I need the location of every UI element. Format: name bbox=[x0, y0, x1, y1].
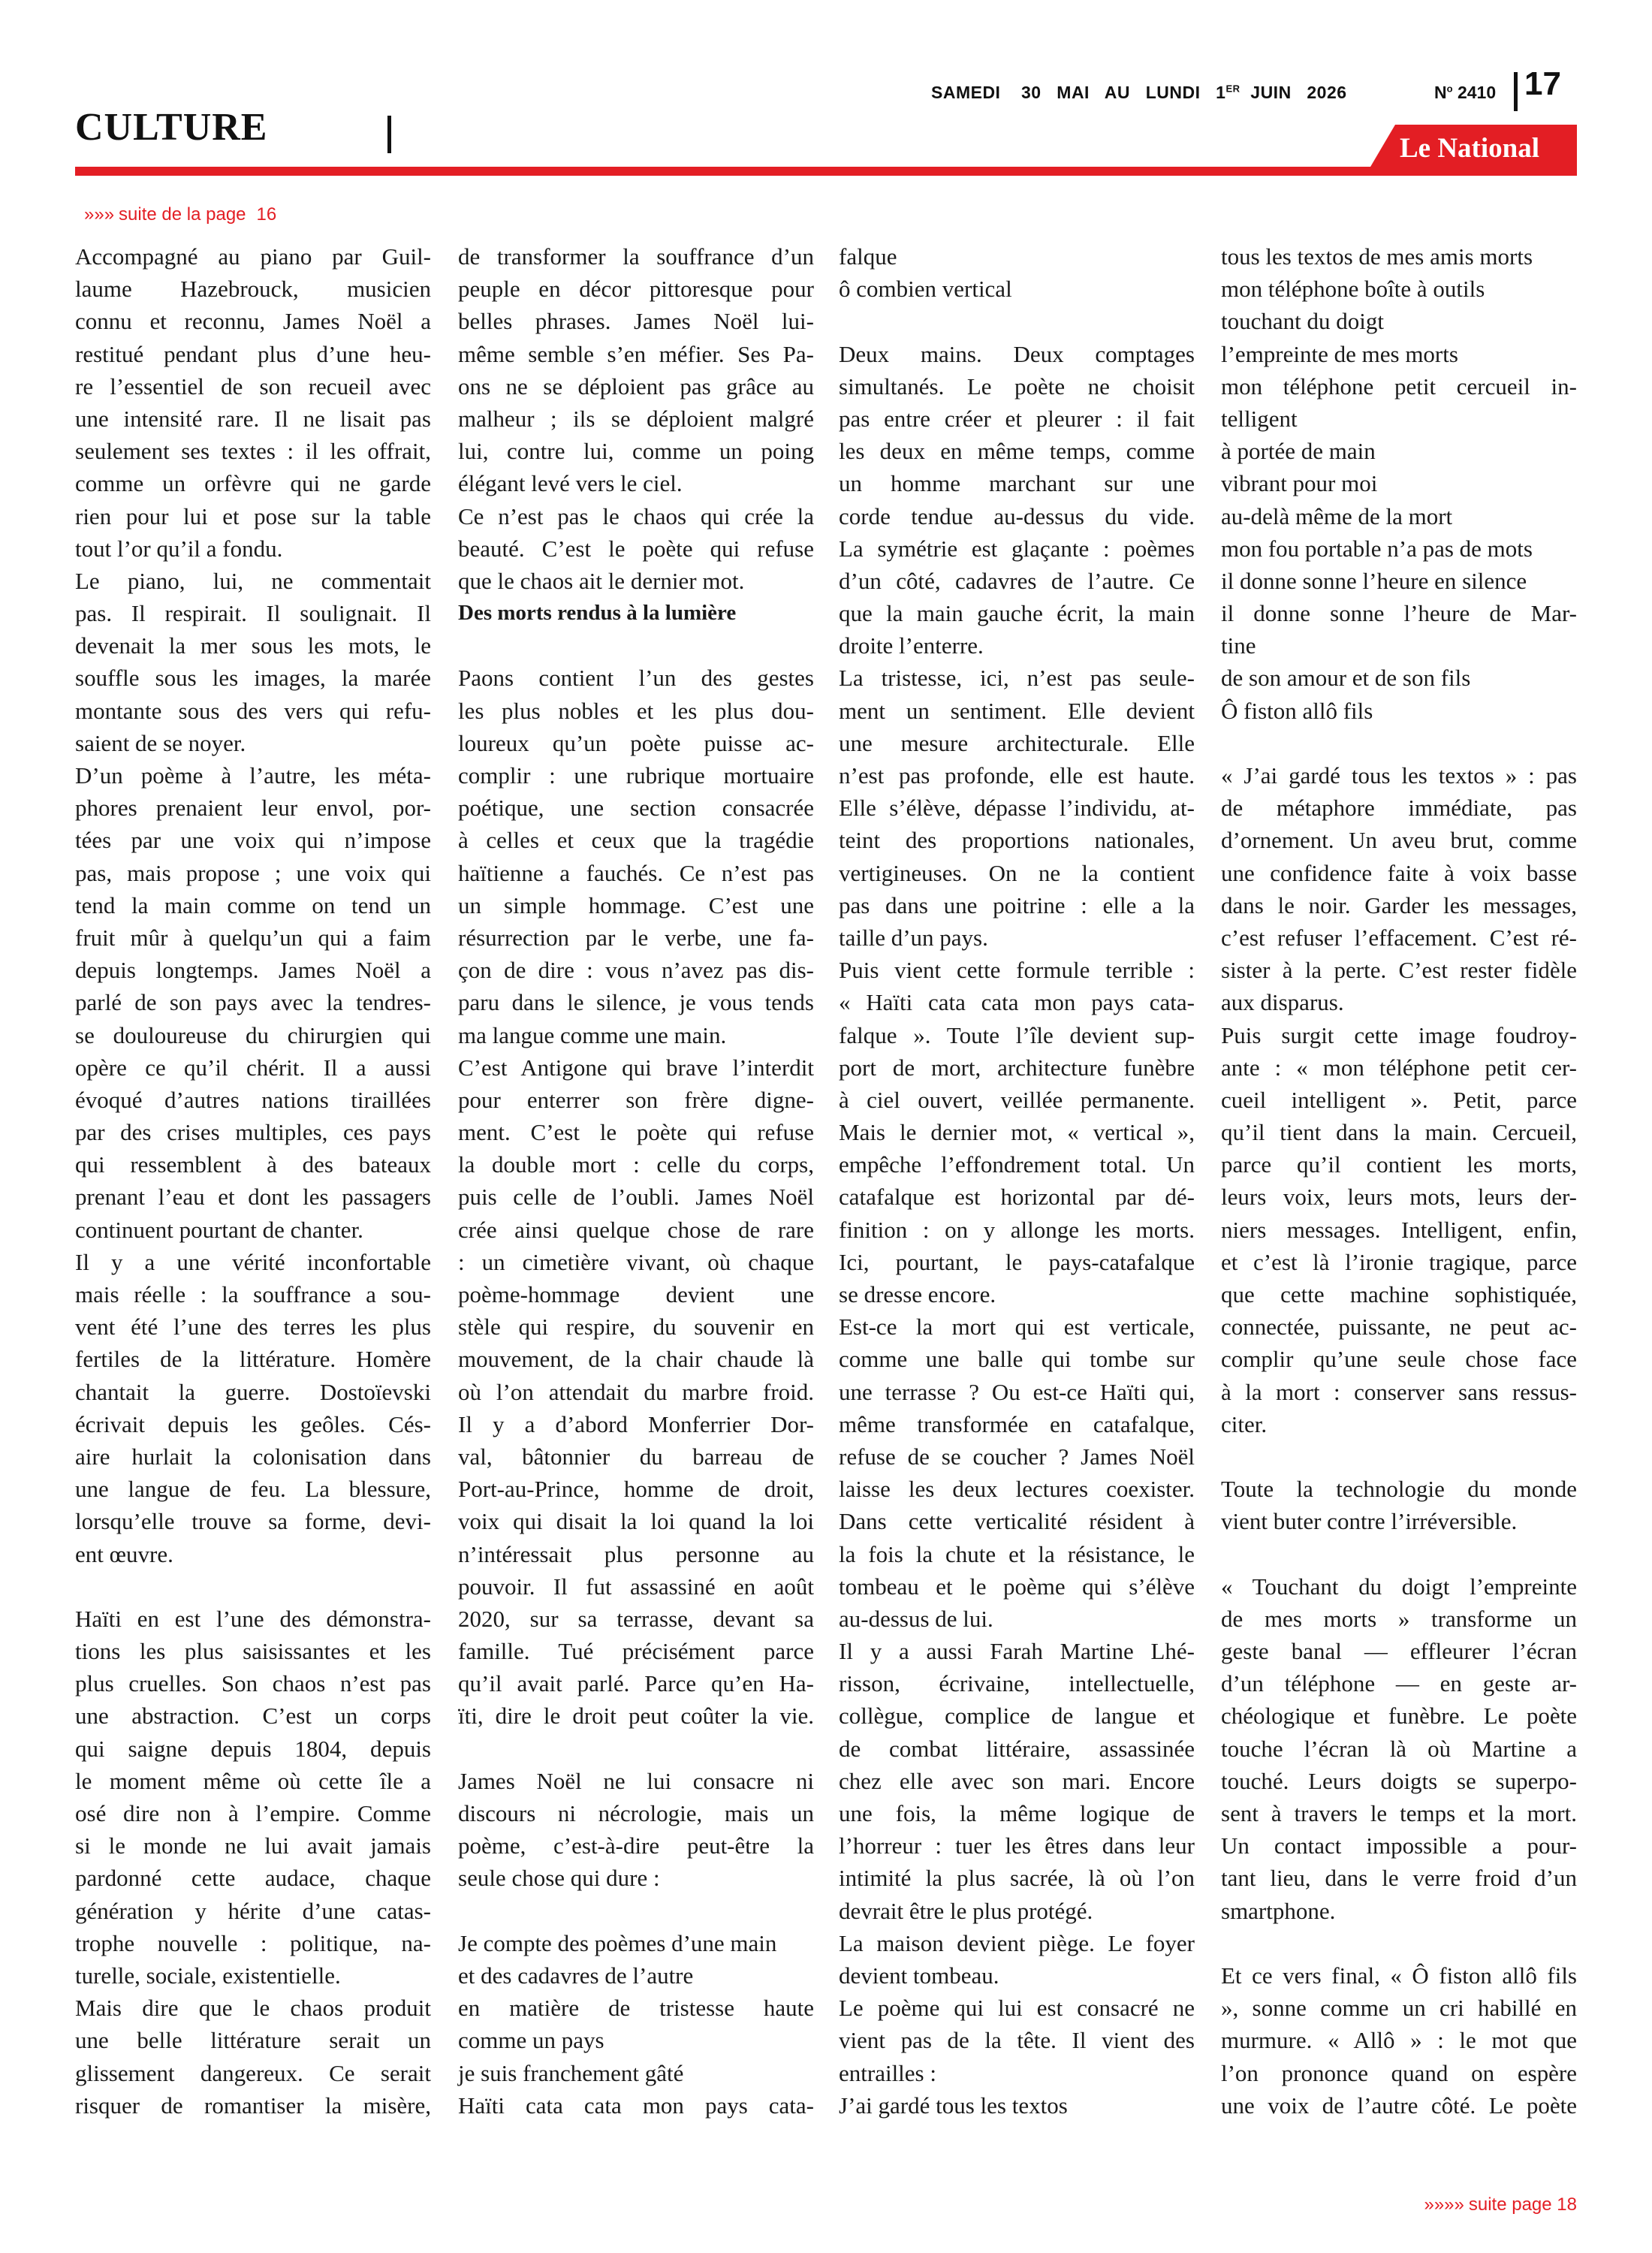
text-line: falque bbox=[839, 243, 897, 270]
text-line: tombeau et le poème qui s’élève bbox=[839, 1573, 1195, 1600]
text-line: 2020, sur sa terrasse, devant sa bbox=[458, 1605, 814, 1632]
text-line: James Noël ne lui consacre ni bbox=[458, 1767, 814, 1794]
text-line: qu’il avait parlé. Parce qu’en Ha- bbox=[458, 1670, 814, 1697]
paragraph-gap bbox=[839, 305, 1195, 337]
issue-prefix: N bbox=[1434, 83, 1447, 102]
text-line: où l’on attendait du marbre froid. bbox=[458, 1378, 814, 1405]
text-line: l’empreinte de mes morts bbox=[1221, 340, 1458, 367]
paragraph-gap bbox=[75, 1570, 431, 1603]
text-line: aire hurlait la colonisation dans bbox=[75, 1443, 431, 1470]
text-line: n’intéressait plus personne au bbox=[458, 1540, 814, 1567]
continued-from[interactable] bbox=[84, 204, 276, 225]
text-line: l’on prononce quand on espère bbox=[1221, 2059, 1577, 2086]
continued-from-label: suite de la page bbox=[119, 204, 246, 225]
continued-to-label: suite page 18 bbox=[1468, 2194, 1577, 2215]
text-line: touche l’écran là où Martine a bbox=[1221, 1735, 1577, 1762]
text-line: ment. C’est le poète qui refuse bbox=[458, 1119, 814, 1146]
text-line: leurs voix, leurs mots, leurs der- bbox=[1221, 1184, 1577, 1211]
text-line: beauté. C’est le poète qui refuse bbox=[458, 535, 814, 562]
text-line: sister à la perte. C’est rester fidèle bbox=[1221, 957, 1577, 984]
text-line: au-dessus de lui. bbox=[839, 1605, 993, 1632]
text-line: falque ». Toute l’île devient sup- bbox=[839, 1021, 1195, 1048]
text-line: une terrasse ? Ou est-ce Haïti qui, bbox=[839, 1378, 1195, 1405]
text-line: J’ai gardé tous les textos bbox=[839, 2092, 1068, 2119]
text-line: collègue, complice de langue et bbox=[839, 1703, 1195, 1730]
text-line: D’un poème à l’autre, les méta- bbox=[75, 762, 431, 789]
text-line: une mesure architecturale. Elle bbox=[839, 729, 1195, 756]
text-line: empêche l’effondrement total. Un bbox=[839, 1151, 1195, 1178]
issue-number bbox=[1434, 83, 1509, 103]
text-line: à ciel ouvert, veillée permanente. bbox=[839, 1086, 1195, 1113]
text-line: risquer de romantiser la misère, bbox=[75, 2092, 431, 2119]
text-line: je suis franchement gâté bbox=[458, 2059, 684, 2086]
text-line: crée ainsi quelque chose de rare bbox=[458, 1216, 814, 1243]
text-line: d’un côté, cadavres de l’autre. Ce bbox=[839, 567, 1195, 594]
brand-name: Le National bbox=[1399, 133, 1539, 164]
text-line: smartphone. bbox=[1221, 1897, 1336, 1924]
text-line: que cette machine sophistiquée, bbox=[1221, 1281, 1577, 1307]
text-line: ô combien vertical bbox=[839, 276, 1012, 303]
text-line: qui saigne depuis 1804, depuis bbox=[75, 1735, 431, 1762]
text-line: vient pas de la tête. Il vient des bbox=[839, 2027, 1195, 2054]
text-line: qu’il tient dans la main. Cercueil, bbox=[1221, 1119, 1577, 1146]
text-line: « Touchant du doigt l’empreinte bbox=[1221, 1573, 1577, 1600]
text-line: une belle littérature serait un bbox=[75, 2027, 431, 2054]
text-line: même semble s’en méfier. Ses Pa- bbox=[458, 340, 814, 367]
text-line: mon fou portable n’a pas de mots bbox=[1221, 535, 1533, 562]
text-line: telligent bbox=[1221, 405, 1298, 432]
text-line: depuis longtemps. James Noël a bbox=[75, 957, 431, 984]
text-line: de combat littéraire, assassinée bbox=[839, 1735, 1195, 1762]
text-line: de métaphore immédiate, pas bbox=[1221, 795, 1577, 822]
text-line: d’un téléphone — en geste ar- bbox=[1221, 1670, 1577, 1697]
text-line: que le chaos ait le dernier mot. bbox=[458, 567, 745, 594]
text-line: à la mort : conserver sans ressus- bbox=[1221, 1378, 1577, 1405]
header-rule bbox=[75, 167, 1577, 176]
text-line: paru dans le silence, je vous tends bbox=[458, 989, 814, 1016]
continued-to-arrows: »»»» bbox=[1424, 2194, 1464, 2215]
text-line: pas, mais propose ; une voix qui bbox=[75, 859, 431, 886]
text-line: résurrection par le verbe, une fa- bbox=[458, 924, 814, 951]
text-line: devient tombeau. bbox=[839, 1962, 999, 1989]
text-line: comme une balle qui tombe sur bbox=[839, 1346, 1195, 1373]
text-line: vent été l’une des terres les plus bbox=[75, 1313, 431, 1341]
text-line: loureux qu’un poète puisse ac- bbox=[458, 729, 814, 756]
text-line: tions les plus saisissantes et les bbox=[75, 1638, 431, 1665]
text-line: taille d’un pays. bbox=[839, 924, 988, 951]
text-line: finition : on y allonge les morts. bbox=[839, 1216, 1195, 1243]
text-line: fertiles de la littérature. Homère bbox=[75, 1346, 431, 1373]
text-line: Haïti cata cata mon pays cata- bbox=[458, 2092, 814, 2119]
text-line: entrailles : bbox=[839, 2059, 936, 2086]
text-line: seulement ses textes : il les offrait, bbox=[75, 438, 431, 465]
text-line: La maison devient piège. Le foyer bbox=[839, 1929, 1195, 1956]
text-line: Je compte des poèmes d’une main bbox=[458, 1929, 777, 1956]
text-line: une intensité rare. Il ne lisait pas bbox=[75, 405, 431, 432]
text-line: au-delà même de la mort bbox=[1221, 502, 1453, 529]
text-line: montante sous des vers qui refu- bbox=[75, 697, 431, 724]
text-line: pas dans une poitrine : elle a la bbox=[839, 891, 1195, 918]
text-line: tine bbox=[1221, 632, 1256, 659]
text-line: Il y a aussi Farah Martine Lhé- bbox=[839, 1638, 1195, 1665]
text-line: port de mort, architecture funèbre bbox=[839, 1054, 1195, 1081]
text-line: droite l’enterre. bbox=[839, 632, 984, 659]
text-line: malheur ; ils se déploient malgré bbox=[458, 405, 814, 432]
text-line: que la main gauche écrit, la main bbox=[839, 600, 1195, 627]
text-line: tous les textos de mes amis morts bbox=[1221, 243, 1533, 270]
text-line: mon téléphone petit cercueil in- bbox=[1221, 372, 1577, 400]
text-line: Ce n’est pas le chaos qui crée la bbox=[458, 502, 814, 529]
text-line: Ô fiston allô fils bbox=[1221, 697, 1373, 724]
text-line: puis celle de l’oubli. James Noël bbox=[458, 1184, 814, 1211]
text-line: vient buter contre l’irréversible. bbox=[1221, 1508, 1518, 1535]
text-line: corde tendue au-dessus du vide. bbox=[839, 502, 1195, 529]
text-line: peuple en décor pittoresque pour bbox=[458, 276, 814, 303]
text-line: complir : une rubrique mortuaire bbox=[458, 762, 814, 789]
text-line: risson, écrivaine, intellectuelle, bbox=[839, 1670, 1195, 1697]
text-line: lorsqu’elle trouve sa forme, devi- bbox=[75, 1508, 431, 1535]
page-number: 17 bbox=[1524, 65, 1561, 102]
text-line: mouvement, de la chair chaude là bbox=[458, 1346, 814, 1373]
text-line: pas. Il respirait. Il soulignait. Il bbox=[75, 600, 431, 627]
text-line: C’est Antigone qui brave l’interdit bbox=[458, 1054, 814, 1081]
text-line: même transformée en catafalque, bbox=[839, 1410, 1195, 1437]
text-line: ons ne se déploient pas grâce au bbox=[458, 372, 814, 400]
text-line: Est-ce la mort qui est verticale, bbox=[839, 1313, 1195, 1341]
article-column-4 bbox=[1221, 240, 1577, 2122]
text-line: c’est refuser l’effacement. C’est ré- bbox=[1221, 924, 1577, 951]
text-line: La symétrie est glaçante : poèmes bbox=[839, 535, 1195, 562]
paragraph-gap bbox=[1221, 727, 1577, 759]
text-line: geste banal — effleurer l’écran bbox=[1221, 1638, 1577, 1665]
text-line: Puis surgit cette image foudroy- bbox=[1221, 1021, 1577, 1048]
text-line: stèle qui respire, du souvenir en bbox=[458, 1313, 814, 1341]
text-line: « Haïti cata cata mon pays cata- bbox=[839, 989, 1195, 1016]
text-line: les plus nobles et les plus dou- bbox=[458, 697, 814, 724]
text-line: n’est pas profonde, elle est haute. bbox=[839, 762, 1195, 789]
text-line: voix qui disait la loi quand la loi bbox=[458, 1508, 814, 1535]
text-line: par des crises multiples, ces pays bbox=[75, 1119, 431, 1146]
text-line: parlé de son pays avec la tendres- bbox=[75, 989, 431, 1016]
text-line: ma langue comme une main. bbox=[458, 1021, 727, 1048]
text-line: chez elle avec son mari. Encore bbox=[839, 1767, 1195, 1794]
text-line: pouvoir. Il fut assassiné en août bbox=[458, 1573, 814, 1600]
text-line: parce qu’il contient les morts, bbox=[1221, 1151, 1577, 1178]
paragraph-gap bbox=[458, 629, 814, 662]
text-line: fruit mûr à quelqu’un qui a faim bbox=[75, 924, 431, 951]
text-line: la double mort : celle du corps, bbox=[458, 1151, 814, 1178]
text-line: il donne sonne l’heure en silence bbox=[1221, 567, 1527, 594]
text-line: une confidence faite à voix basse bbox=[1221, 859, 1577, 886]
text-line: pas entre créer et pleurer : il fait bbox=[839, 405, 1195, 432]
text-line: rien pour lui et pose sur la table bbox=[75, 502, 431, 529]
text-line: Mais dire que le chaos produit bbox=[75, 1995, 431, 2022]
text-line: touchant du doigt bbox=[1221, 308, 1384, 335]
text-line: une abstraction. C’est un corps bbox=[75, 1703, 431, 1730]
text-line: vibrant pour moi bbox=[1221, 470, 1378, 497]
text-line: poétique, une section consacrée bbox=[458, 795, 814, 822]
text-line: de transformer la souffrance d’un bbox=[458, 243, 814, 270]
paragraph-gap bbox=[1221, 1538, 1577, 1570]
text-line: restitué pendant plus d’une heu- bbox=[75, 340, 431, 367]
text-line: à celles et ceux que la tragédie bbox=[458, 827, 814, 854]
text-line: la fois la chute et la résistance, le bbox=[839, 1540, 1195, 1567]
continued-from-page: 16 bbox=[256, 204, 277, 225]
text-line: Ici, pourtant, le pays-catafalque bbox=[839, 1248, 1195, 1275]
text-line: ent œuvre. bbox=[75, 1540, 173, 1567]
text-line: discours ni nécrologie, mais un bbox=[458, 1800, 814, 1826]
text-line: simultanés. Le poète ne choisit bbox=[839, 372, 1195, 400]
continued-to[interactable] bbox=[1424, 2194, 1577, 2215]
text-line: çon de dire : vous n’avez pas dis- bbox=[458, 957, 814, 984]
text-line: si le monde ne lui avait jamais bbox=[75, 1832, 431, 1859]
text-line: de son amour et de son fils bbox=[1221, 665, 1471, 692]
date-month-start: MAI bbox=[1057, 83, 1090, 102]
subheading: Des morts rendus à la lumière bbox=[458, 601, 737, 626]
issue-date bbox=[931, 83, 1382, 113]
text-line: élégant levé vers le ciel. bbox=[458, 470, 683, 497]
text-line: les deux en même temps, comme bbox=[839, 438, 1195, 465]
date-num-start: 30 bbox=[1021, 83, 1042, 102]
text-line: devrait être le plus protégé. bbox=[839, 1897, 1093, 1924]
text-line: en matière de tristesse haute bbox=[458, 1995, 814, 2022]
text-line: une fois, la même logique de bbox=[839, 1800, 1195, 1826]
text-line: haïtienne a fauchés. Ce n’est pas bbox=[458, 859, 814, 886]
text-line: refuse de se coucher ? James Noël bbox=[839, 1443, 1195, 1470]
date-year: 2026 bbox=[1307, 83, 1347, 102]
text-line: qui ressemblent à des bateaux bbox=[75, 1151, 431, 1178]
text-line: une voix de l’autre côté. Le poète bbox=[1221, 2092, 1577, 2119]
text-line: touché. Leurs doigts se superpo- bbox=[1221, 1767, 1577, 1794]
text-line: tend la main comme on tend un bbox=[75, 891, 431, 918]
text-line: seule chose qui dure : bbox=[458, 1865, 660, 1892]
text-line: d’ornement. Un aveu brut, comme bbox=[1221, 827, 1577, 854]
header-divider bbox=[1514, 72, 1518, 111]
date-day-start: SAMEDI bbox=[931, 83, 1001, 102]
text-line: à portée de main bbox=[1221, 438, 1376, 465]
issue-number-value: 2410 bbox=[1457, 83, 1497, 102]
text-line: Mais le dernier mot, « vertical », bbox=[839, 1119, 1195, 1146]
text-line: », sonne comme un cri habillé en bbox=[1221, 1995, 1577, 2022]
text-line: laisse les deux lectures coexister. bbox=[839, 1476, 1195, 1503]
date-connector: AU bbox=[1104, 83, 1131, 102]
article-column-3 bbox=[839, 240, 1195, 2122]
date-ordinal: ER bbox=[1225, 83, 1241, 95]
text-line: et c’est là l’ironie tragique, parce bbox=[1221, 1248, 1577, 1275]
text-line: murmure. « Allô » : le mot que bbox=[1221, 2027, 1577, 2054]
date-num-end: 1 bbox=[1216, 83, 1226, 102]
text-line: belles phrases. James Noël lui- bbox=[458, 308, 814, 335]
section-divider bbox=[387, 116, 391, 153]
text-line: poème-hommage devient une bbox=[458, 1281, 814, 1307]
text-line: val, bâtonnier du barreau de bbox=[458, 1443, 814, 1470]
text-line: comme un orfèvre qui ne garde bbox=[75, 470, 431, 497]
text-line: complir qu’une seule chose face bbox=[1221, 1346, 1577, 1373]
text-line: poème, c’est-à-dire peut-être la bbox=[458, 1832, 814, 1859]
text-line: ante : « mon téléphone petit cer- bbox=[1221, 1054, 1577, 1081]
text-line: devenait la mer sous les mots, le bbox=[75, 632, 431, 659]
text-line: : un cimetière vivant, où chaque bbox=[458, 1248, 814, 1275]
text-line: génération y hérite d’une catas- bbox=[75, 1897, 431, 1924]
text-line: se dresse encore. bbox=[839, 1281, 996, 1307]
article-column-1 bbox=[75, 240, 431, 2122]
text-line: niers messages. Intelligent, enfin, bbox=[1221, 1216, 1577, 1243]
paragraph-gap bbox=[458, 1733, 814, 1765]
text-line: tant lieu, dans le verre froid d’un bbox=[1221, 1865, 1577, 1892]
issue-sup: o bbox=[1446, 83, 1453, 95]
text-line: se douloureuse du chirurgien qui bbox=[75, 1021, 431, 1048]
article-column-2 bbox=[458, 240, 814, 2122]
text-line: Port-au-Prince, homme de droit, bbox=[458, 1476, 814, 1503]
text-line: l’horreur : tuer les êtres dans leur bbox=[839, 1832, 1195, 1859]
text-line: pour enterrer son frère digne- bbox=[458, 1086, 814, 1113]
text-line: Dans cette verticalité résident à bbox=[839, 1508, 1195, 1535]
text-line: connu et reconnu, James Noël a bbox=[75, 308, 431, 335]
text-line: laume Hazebrouck, musicien bbox=[75, 276, 431, 303]
text-line: Deux mains. Deux comptages bbox=[839, 340, 1195, 367]
text-line: ment un sentiment. Elle devient bbox=[839, 697, 1195, 724]
paragraph-gap bbox=[1221, 1927, 1577, 1959]
date-month-end: JUIN bbox=[1250, 83, 1292, 102]
text-line: citer. bbox=[1221, 1410, 1268, 1437]
text-line: ïti, dire le droit peut coûter la vie. bbox=[458, 1703, 814, 1730]
date-day-end: LUNDI bbox=[1145, 83, 1201, 102]
section-title: CULTURE bbox=[75, 106, 268, 149]
text-line: et des cadavres de l’autre bbox=[458, 1962, 694, 1989]
text-line: catafalque est horizontal par dé- bbox=[839, 1184, 1195, 1211]
continued-arrows: »»» bbox=[84, 204, 115, 225]
text-line: Un contact impossible a pour- bbox=[1221, 1832, 1577, 1859]
text-line: intimité la plus sacrée, là où l’on bbox=[839, 1865, 1195, 1892]
text-line: opère ce qu’il chérit. Il a aussi bbox=[75, 1054, 431, 1081]
text-line: un simple hommage. C’est une bbox=[458, 891, 814, 918]
text-line: Puis vient cette formule terrible : bbox=[839, 957, 1195, 984]
text-line: vertigineuses. On ne la contient bbox=[839, 859, 1195, 886]
text-line: dans le noir. Garder les messages, bbox=[1221, 891, 1577, 918]
text-line: Toute la technologie du monde bbox=[1221, 1476, 1577, 1503]
text-line: La tristesse, ici, n’est pas seule- bbox=[839, 665, 1195, 692]
text-line: turelle, sociale, existentielle. bbox=[75, 1962, 341, 1989]
text-line: de mes morts » transforme un bbox=[1221, 1605, 1577, 1632]
text-line: Elle s’élève, dépasse l’individu, at- bbox=[839, 795, 1195, 822]
text-line: « J’ai gardé tous les textos » : pas bbox=[1221, 762, 1577, 789]
text-line: plus cruelles. Son chaos n’est pas bbox=[75, 1670, 431, 1697]
text-line: le moment même où cette île a bbox=[75, 1767, 431, 1794]
text-line: glissement dangereux. Ce serait bbox=[75, 2059, 431, 2086]
text-line: Et ce vers final, « Ô fiston allô fils bbox=[1221, 1962, 1577, 1989]
text-line: une langue de feu. La blessure, bbox=[75, 1476, 431, 1503]
text-line: comme un pays bbox=[458, 2027, 604, 2054]
text-line: prenant l’eau et dont les passagers bbox=[75, 1184, 431, 1211]
text-line: Haïti en est l’une des démonstra- bbox=[75, 1605, 431, 1632]
text-line: famille. Tué précisément parce bbox=[458, 1638, 814, 1665]
text-line: mon téléphone boîte à outils bbox=[1221, 276, 1485, 303]
text-line: Le poème qui lui est consacré ne bbox=[839, 1995, 1195, 2022]
text-line: Il y a d’abord Monferrier Dor- bbox=[458, 1410, 814, 1437]
text-line: évoqué d’autres nations tiraillées bbox=[75, 1086, 431, 1113]
paragraph-gap bbox=[458, 1895, 814, 1927]
text-line: cueil intelligent ». Petit, parce bbox=[1221, 1086, 1577, 1113]
text-line: souffle sous les images, la marée bbox=[75, 665, 431, 692]
text-line: mais réelle : la souffrance a sou- bbox=[75, 1281, 431, 1307]
text-line: phores prenaient leur envol, por- bbox=[75, 795, 431, 822]
text-line: Accompagné au piano par Guil- bbox=[75, 243, 431, 270]
text-line: sent à travers le temps et la mort. bbox=[1221, 1800, 1577, 1826]
paragraph-gap bbox=[1221, 1440, 1577, 1473]
text-line: osé dire non à l’empire. Comme bbox=[75, 1800, 431, 1826]
text-line: un homme marchant sur une bbox=[839, 470, 1195, 497]
text-line: continuent pourtant de chanter. bbox=[75, 1216, 363, 1243]
text-line: Paons contient l’un des gestes bbox=[458, 665, 814, 692]
text-line: aux disparus. bbox=[1221, 989, 1344, 1016]
text-line: teint des proportions nationales, bbox=[839, 827, 1195, 854]
text-line: tées par une voix qui n’impose bbox=[75, 827, 431, 854]
text-line: tout l’or qu’il a fondu. bbox=[75, 535, 283, 562]
text-line: Il y a une vérité inconfortable bbox=[75, 1248, 431, 1275]
text-line: connectée, puissante, ne peut ac- bbox=[1221, 1313, 1577, 1341]
text-line: chéologique et funèbre. Le poète bbox=[1221, 1703, 1577, 1730]
text-line: Le piano, lui, ne commentait bbox=[75, 567, 431, 594]
text-line: trophe nouvelle : politique, na- bbox=[75, 1929, 431, 1956]
text-line: il donne sonne l’heure de Mar- bbox=[1221, 600, 1577, 627]
text-line: pardonné cette audace, chaque bbox=[75, 1865, 431, 1892]
text-line: chantait la guerre. Dostoïevski bbox=[75, 1378, 431, 1405]
text-line: lui, contre lui, comme un poing bbox=[458, 438, 814, 465]
text-line: écrivait depuis les geôles. Cés- bbox=[75, 1410, 431, 1437]
text-line: saient de se noyer. bbox=[75, 729, 246, 756]
text-line: re l’essentiel de son recueil avec bbox=[75, 372, 431, 400]
